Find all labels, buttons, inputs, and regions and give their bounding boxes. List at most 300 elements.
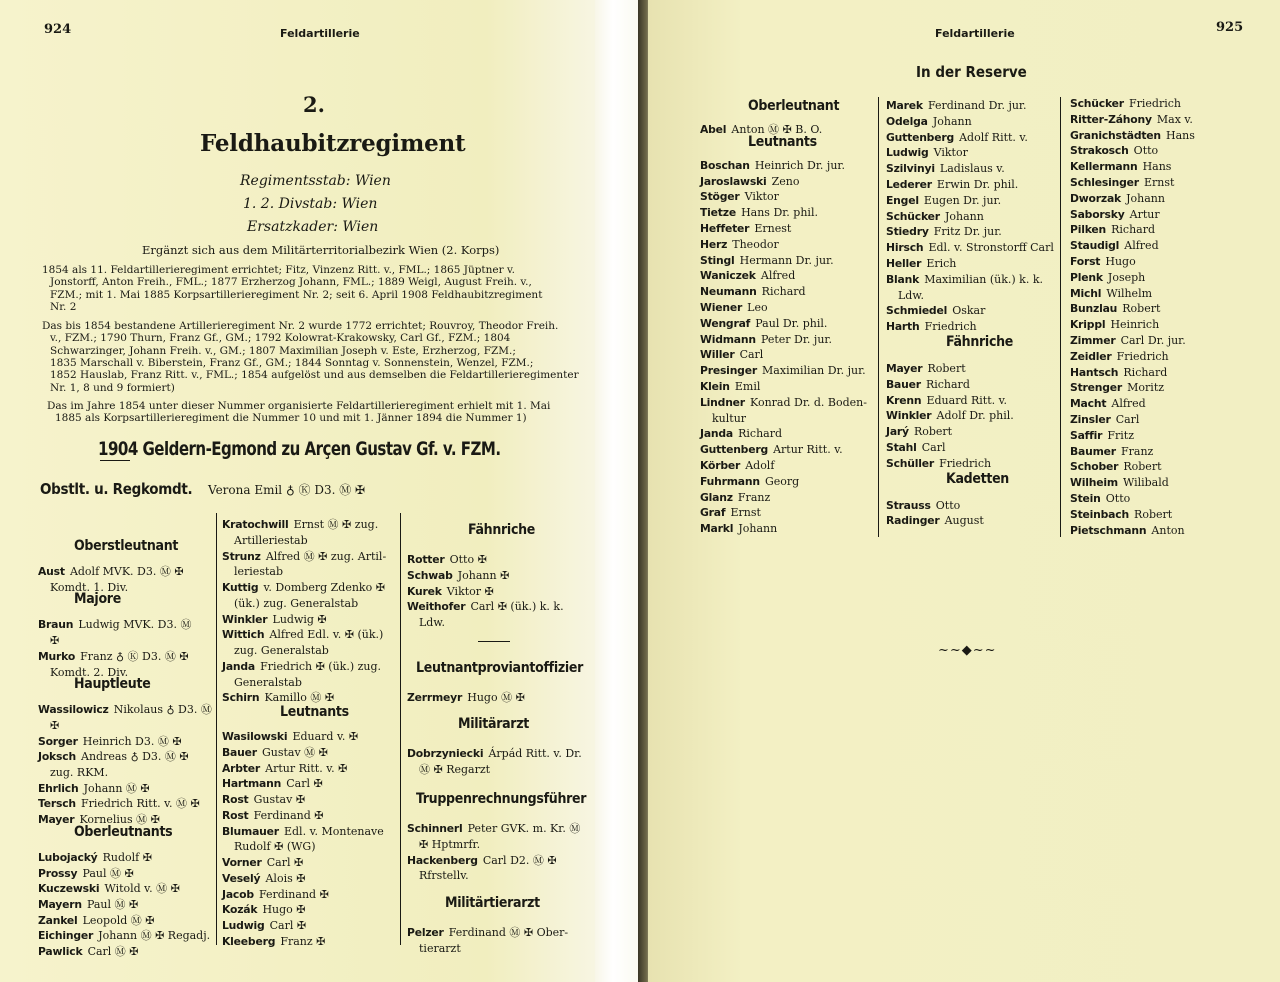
entry-details: Carl ✠	[269, 919, 307, 932]
entry-details: Johann	[738, 522, 778, 536]
entry-details: Leo	[747, 301, 768, 314]
entry-details: Robert	[1122, 302, 1161, 316]
entry-details: Fritz Dr. jur.	[933, 225, 1002, 239]
history-line: 1885 als Korpsartillerieregiment die Nummer 10 und mit 1. Jänner 1894 die Nummer 1)	[55, 412, 527, 425]
entry-details: Peter Dr. jur.	[760, 332, 832, 346]
right-page	[648, 0, 1280, 982]
entry-name: Lindner	[700, 395, 745, 409]
entry-details: Richard	[1111, 223, 1156, 237]
entry-name: Zinsler	[1070, 413, 1111, 426]
entry-name: Klein	[700, 380, 730, 393]
section-heading: Leutnants	[748, 133, 817, 150]
list-item	[886, 315, 977, 334]
entry-details: Robert	[913, 425, 953, 439]
entry-details: Erich	[926, 257, 957, 270]
history-line: 1854 als 11. Feldartillerieregiment errichtet; Fitz, Vinzenz Ritt. v., FML.; 1865 Jüptner v.	[42, 264, 516, 276]
entry-name: Bunzlau	[1070, 302, 1118, 316]
entry-name: Aust	[38, 565, 65, 578]
entry-details: Eduard Ritt. v.	[926, 393, 1008, 407]
entry-name: Pelzer	[407, 926, 444, 939]
entry-details: Hans	[1166, 128, 1195, 142]
entry-details: Carl	[1115, 413, 1140, 426]
entry-details: Hugo Ⓜ ✠	[467, 691, 525, 704]
entry-details: Rudolf ✠	[102, 850, 152, 864]
entry-name: Kuczewski	[38, 882, 100, 896]
staff-line-1: Regimentsstab: Wien	[240, 173, 391, 189]
running-head: Feldartillerie	[280, 27, 360, 40]
entry-name: Heller	[886, 257, 922, 270]
history-line: v., FZM.; 1790 Thurn, Franz Gf., GM.; 1792 Kolowrat-Krakowsky, Carl Gf., FZM.; 1804	[50, 332, 511, 345]
list-item	[419, 937, 461, 956]
entry-details: Zeno	[771, 174, 800, 188]
entry-details: Eugen Dr. jur.	[923, 193, 1002, 207]
entry-details: Friedrich	[939, 456, 992, 470]
entry-name: Eichinger	[38, 929, 94, 943]
supplement-text: Ergänzt sich aus dem Militärterritorialbezirk Wien (2. Korps)	[142, 243, 500, 257]
entry-details: ✠	[50, 634, 60, 648]
entry-details: Artur Ritt. v. ✠	[265, 761, 348, 775]
entry-name: Presinger	[700, 364, 757, 378]
entry-name: Lederer	[886, 178, 932, 191]
entry-name: Saborsky	[1070, 207, 1125, 221]
entry-details: Friedrich Ritt. v. Ⓜ ✠	[81, 797, 200, 811]
entry-details: Heinrich Dr. jur.	[754, 158, 845, 172]
entry-name: Wilheim	[1070, 476, 1118, 490]
entry-name: Mayer	[38, 813, 75, 827]
entry-details: Theodor	[732, 237, 779, 251]
entry-details: Nikolaus ♁ D3. Ⓜ	[113, 703, 212, 717]
list-item	[419, 611, 445, 630]
separator-rule	[478, 641, 510, 642]
history-line: FZM.; mit 1. Mai 1885 Korpsartillerieregiment Nr. 2; seit 6. April 1908 Feldhaubitzregiment	[50, 288, 543, 301]
entry-details: Richard	[1123, 365, 1168, 379]
entry-name: Hackenberg	[407, 853, 478, 867]
entry-name: Graf	[700, 506, 726, 520]
entry-details: Edl. v. Stronstorff Carl	[928, 241, 1054, 255]
entry-details: Eduard v. ✠	[292, 730, 359, 743]
entry-name: Zankel	[38, 913, 78, 927]
entry-name: Wittich	[222, 628, 265, 642]
entry-name: Ehrlich	[38, 781, 79, 795]
entry-details: Komdt. 1. Div.	[50, 580, 129, 594]
entry-details: Hugo	[1105, 255, 1136, 268]
entry-details: Alfred	[760, 269, 796, 283]
entry-name: Schober	[1070, 460, 1119, 474]
entry-name: Janda	[222, 659, 256, 673]
inhaber-line: 1904 Geldern-Egmond zu Arçen Gustav Gf. v. FZM.	[98, 438, 501, 460]
entry-name: Krenn	[886, 393, 922, 407]
entry-details: Joseph	[1107, 270, 1146, 284]
entry-details: Otto	[1133, 144, 1159, 158]
entry-name: Blumauer	[222, 824, 279, 838]
entry-name: Hantsch	[1070, 365, 1119, 379]
list-item	[419, 864, 469, 883]
inhaber-underline	[100, 460, 130, 461]
entry-details: Konrad Dr. d. Boden-	[750, 395, 867, 409]
entry-details: Carl D2. Ⓜ ✠	[482, 853, 557, 867]
entry-details: Carl ✠	[286, 777, 323, 791]
entry-name: Willer	[700, 348, 735, 362]
entry-details: Otto	[1105, 492, 1131, 505]
entry-details: Max v.	[1156, 112, 1193, 126]
list-item	[1070, 519, 1185, 538]
entry-details: Alfred Ⓜ ✠ zug. Artil-	[265, 549, 387, 563]
entry-details: v. Domberg Zdenko ✠	[263, 581, 385, 594]
entry-details: Viktor	[933, 146, 968, 160]
entry-details: Moritz	[1127, 381, 1165, 395]
gutter-highlight	[595, 0, 640, 982]
entry-name: Bauer	[222, 745, 257, 759]
left-page	[0, 0, 608, 982]
entry-name: Granichstädten	[1070, 128, 1161, 142]
entry-details: Komdt. 2. Div.	[50, 665, 129, 679]
entry-details: Heinrich D3. Ⓜ ✠	[82, 734, 182, 748]
entry-name: Saffir	[1070, 428, 1103, 442]
entry-details: Hans Dr. phil.	[741, 206, 818, 220]
entry-details: Johann	[1126, 191, 1165, 205]
entry-details: Robert	[927, 362, 966, 375]
entry-details: Carl ✠	[266, 856, 304, 869]
entry-details: Wilibald	[1122, 476, 1169, 490]
entry-details: Artur Ritt. v.	[773, 443, 843, 457]
entry-details: Kamillo Ⓜ ✠	[264, 691, 335, 705]
entry-name: Stöger	[700, 190, 740, 204]
entry-name: Zimmer	[1070, 334, 1116, 347]
entry-name: Janda	[700, 427, 734, 441]
history-line: Nr. 1, 8 und 9 formiert)	[50, 381, 175, 394]
entry-details: Ludwig MVK. D3. Ⓜ	[78, 618, 192, 632]
entry-details: Otto ✠	[449, 553, 487, 566]
entry-details: Johann	[944, 209, 984, 223]
entry-details: Ernst	[1143, 176, 1175, 189]
entry-name: Michl	[1070, 286, 1102, 300]
entry-name: Schücker	[886, 209, 940, 223]
entry-details: Ferdinand Ⓜ ✠ Ober-	[448, 926, 569, 939]
entry-details: Rudolf ✠ (WG)	[234, 840, 316, 854]
entry-name: Harth	[886, 320, 920, 334]
entry-details: Franz	[737, 490, 771, 504]
entry-name: Macht	[1070, 397, 1107, 411]
entry-details: Oskar	[952, 304, 986, 318]
entry-details: Franz ♁ Ⓚ D3. Ⓜ ✠	[80, 649, 189, 663]
entry-name: Schmiedel	[886, 304, 948, 318]
entry-name: Winkler	[222, 612, 268, 626]
entry-name: Markl	[700, 522, 734, 536]
entry-details: Alois ✠	[265, 871, 306, 885]
history-line: Schwarzinger, Johann Freih. v., GM.; 1807 Maximilian Joseph v. Este, Erzherzog, FZM.;	[50, 344, 516, 357]
entry-details: Ernst Ⓜ ✠ zug.	[293, 518, 379, 531]
entry-details: Richard	[738, 427, 783, 441]
entry-name: Ritter-Záhony	[1070, 112, 1152, 126]
entry-details: kultur	[712, 411, 747, 425]
entry-details: Hugo ✠	[262, 903, 306, 917]
entry-name: Herz	[700, 237, 728, 251]
entry-details: Leopold Ⓜ ✠	[82, 913, 155, 927]
commander-entry: Verona Emil ♁ Ⓚ D3. Ⓜ ✠	[208, 483, 366, 497]
section-heading: Militärtierarzt	[445, 895, 540, 911]
entry-details: zug. Generalstab	[234, 644, 329, 657]
entry-name: Jacob	[222, 887, 254, 901]
page-number: 924	[44, 22, 72, 37]
section-heading: Majore	[74, 591, 121, 608]
list-item	[700, 517, 777, 536]
list-item	[38, 940, 139, 959]
entry-details: Peter GVK. m. Kr. Ⓜ	[467, 822, 581, 835]
entry-name: Plenk	[1070, 270, 1103, 284]
entry-details: Emil	[734, 380, 761, 393]
entry-details: Adolf	[745, 459, 775, 472]
entry-details: Edl. v. Montenave	[283, 824, 384, 838]
commander-label: Obstlt. u. Regkomdt.	[40, 480, 193, 498]
entry-name: Pietschmann	[1070, 523, 1147, 537]
entry-details: Carl	[739, 348, 764, 362]
entry-details: Alfred Edl. v. ✠ (ük.)	[269, 628, 384, 642]
entry-details: Carl ✠ (ük.) k. k.	[470, 600, 564, 614]
entry-name: Kozák	[222, 903, 258, 917]
entry-name: Fuhrmann	[700, 474, 760, 488]
entry-name: Szilvinyi	[886, 162, 935, 176]
regiment-title: Feldhaubitzregiment	[200, 130, 466, 157]
entry-details: Franz ✠	[280, 934, 326, 948]
entry-details: Carl Ⓜ ✠	[87, 945, 139, 958]
section-heading: Oberstleutnant	[74, 538, 179, 554]
entry-details: Friedrich	[1116, 349, 1169, 363]
section-heading: Hauptleute	[74, 676, 151, 693]
entry-name: Bauer	[886, 377, 921, 391]
entry-details: Ⓜ ✠ Regarzt	[419, 762, 491, 776]
entry-name: Boschan	[700, 158, 750, 172]
section-heading: Truppenrechnungsführer	[416, 791, 587, 807]
entry-name: Kuttig	[222, 581, 259, 594]
entry-name: Lubojacký	[38, 850, 98, 864]
list-item	[38, 613, 191, 632]
entry-details: Gustav Ⓜ ✠	[261, 745, 328, 759]
entry-name: Marek	[886, 99, 923, 112]
entry-details: Anton Ⓜ ✠ B. O.	[731, 123, 823, 136]
entry-name: Dobrzyniecki	[407, 747, 484, 760]
entry-name: Weithofer	[407, 600, 466, 614]
entry-details: Richard	[925, 377, 970, 391]
entry-details: Franz	[1121, 444, 1154, 458]
list-item	[886, 509, 984, 528]
list-item	[222, 930, 325, 949]
entry-name: Radinger	[886, 514, 940, 528]
entry-name: Stein	[1070, 492, 1101, 505]
entry-name: Tietze	[700, 206, 736, 220]
entry-name: Kellermann	[1070, 160, 1138, 174]
entry-name: Steinbach	[1070, 507, 1129, 521]
entry-details: Anton	[1151, 523, 1185, 537]
entry-name: Wiener	[700, 301, 743, 314]
entry-name: Tersch	[38, 797, 76, 811]
entry-name: Jarý	[886, 425, 909, 439]
entry-details: Adolf MVK. D3. Ⓜ ✠	[69, 565, 184, 578]
entry-details: Artilleriestab	[234, 533, 308, 547]
entry-name: Körber	[700, 459, 741, 472]
section-heading: Oberleutnant	[748, 98, 840, 114]
entry-name: Zeidler	[1070, 349, 1112, 363]
entry-name: Kratochwill	[222, 518, 289, 531]
list-item	[222, 686, 334, 705]
history-line: 1852 Hauslab, Franz Ritt. v., FML.; 1854 aufgelöst und aus demselben die Feldartillerieregimenter	[50, 369, 579, 382]
entry-name: Zerrmeyr	[407, 691, 463, 704]
entry-details: Rfrstellv.	[419, 869, 469, 883]
entry-name: Krippl	[1070, 318, 1106, 332]
entry-details: Generalstab	[234, 675, 302, 689]
section-heading: Leutnantproviantoffizier	[416, 660, 584, 676]
entry-name: Schlesinger	[1070, 176, 1139, 189]
entry-name: Staudigl	[1070, 239, 1120, 253]
entry-details: Paul Ⓜ ✠	[82, 866, 134, 880]
column-divider-1	[216, 513, 217, 945]
entry-name: Rost	[222, 793, 249, 806]
entry-details: Ferdinand Dr. jur.	[927, 99, 1027, 112]
entry-details: ✠ Hptmrfr.	[419, 837, 481, 851]
section-title: In der Reserve	[916, 63, 1027, 81]
list-item	[886, 452, 991, 471]
entry-name: Hirsch	[886, 241, 924, 255]
entry-details: zug. RKM.	[50, 766, 109, 779]
entry-details: Carl Dr. jur.	[1120, 334, 1186, 347]
entry-name: Ludwig	[222, 919, 265, 932]
column-divider-2	[1060, 97, 1061, 537]
entry-name: Arbter	[222, 761, 261, 775]
entry-details: Johann	[932, 114, 972, 128]
staff-line-2: 1. 2. Divstab: Wien	[243, 196, 378, 212]
entry-name: Wasilowski	[222, 730, 288, 743]
entry-name: Strakosch	[1070, 144, 1129, 158]
entry-name: Mayer	[886, 362, 923, 375]
entry-name: Mayern	[38, 897, 82, 911]
entry-name: Baumer	[1070, 444, 1116, 458]
entry-name: Widmann	[700, 332, 756, 346]
entry-details: Ludwig ✠	[272, 612, 327, 626]
entry-name: Guttenberg	[700, 443, 768, 457]
entry-details: Georg	[764, 474, 800, 488]
entry-details: Adolf Dr. phil.	[936, 409, 1014, 423]
running-head: Feldartillerie	[935, 27, 1015, 40]
entry-details: Viktor	[744, 190, 779, 204]
entry-details: Ernst	[730, 506, 761, 520]
history-line: Das bis 1854 bestandene Artillerieregiment Nr. 2 wurde 1772 errichtet; Rouvroy, Theodor Freih.	[42, 320, 559, 332]
entry-details: Witold v. Ⓜ ✠	[104, 882, 180, 896]
entry-details: Friedrich ✠ (ük.) zug.	[260, 659, 382, 673]
entry-name: Blank	[886, 272, 920, 286]
section-heading: Militärarzt	[458, 716, 529, 732]
list-item	[38, 698, 212, 717]
entry-name: Kleeberg	[222, 934, 276, 948]
entry-details: August	[944, 514, 984, 528]
section-heading: Fähnriche	[468, 522, 536, 538]
entry-details: Erwin Dr. phil.	[936, 178, 1019, 191]
entry-details: Richard	[761, 285, 806, 299]
staff-line-3: Ersatzkader: Wien	[247, 219, 379, 235]
entry-name: Pilken	[1070, 223, 1107, 237]
entry-name: Forst	[1070, 255, 1101, 268]
column-divider-1	[878, 97, 879, 537]
entry-name: Veselý	[222, 871, 261, 885]
entry-name: Stiedry	[886, 225, 929, 239]
entry-name: Odelga	[886, 114, 928, 128]
entry-name: Hartmann	[222, 777, 282, 791]
entry-name: Rotter	[407, 553, 445, 566]
history-line: 1835 Marschall v. Biberstein, Franz Gf., GM.; 1844 Sonntag v. Sonnenstein, Wenzel, FZM.;	[50, 356, 534, 369]
entry-name: Abel	[700, 123, 727, 136]
entry-details: Ferdinand ✠	[253, 808, 324, 822]
entry-name: Schirn	[222, 691, 260, 705]
regiment-number: 2.	[303, 92, 325, 117]
entry-details: Friedrich	[1128, 97, 1181, 110]
entry-details: Robert	[1134, 507, 1173, 521]
entry-name: Glanz	[700, 490, 733, 504]
entry-details: Paul Dr. phil.	[755, 316, 828, 330]
history-line: Das im Jahre 1854 unter dieser Nummer organisierte Feldartillerieregiment erhielt mit 1. Mai	[47, 400, 551, 412]
entry-name: Neumann	[700, 285, 757, 299]
history-line: Nr. 2	[50, 300, 77, 313]
entry-details: Ldw.	[898, 288, 924, 302]
entry-details: Paul Ⓜ ✠	[86, 897, 139, 911]
entry-details: Wilhelm	[1106, 286, 1153, 300]
entry-details: Artur	[1129, 207, 1160, 221]
entry-details: Árpád Ritt. v. Dr.	[488, 747, 582, 760]
entry-details: Johann ✠	[457, 568, 510, 582]
entry-details: Otto	[935, 498, 961, 512]
entry-name: Rost	[222, 808, 249, 822]
entry-details: Maximilian (ük.) k. k.	[924, 272, 1044, 286]
entry-details: Ldw.	[419, 616, 445, 630]
entry-name: Waniczek	[700, 269, 756, 283]
entry-details: Johann Ⓜ ✠	[83, 781, 150, 795]
entry-details: Hans	[1142, 160, 1172, 174]
entry-details: Maximilian Dr. jur.	[762, 364, 866, 378]
entry-name: Braun	[38, 618, 74, 632]
entry-details: Heinrich	[1110, 318, 1160, 332]
entry-details: Ferdinand ✠	[258, 887, 329, 901]
entry-name: Schücker	[1070, 97, 1124, 110]
list-item	[419, 758, 490, 777]
entry-details: Kornelius Ⓜ ✠	[79, 813, 160, 827]
entry-name: Strunz	[222, 549, 261, 563]
entry-name: Wengraf	[700, 316, 751, 330]
entry-name: Kurek	[407, 584, 442, 598]
entry-name: Heffeter	[700, 222, 750, 235]
entry-name: Winkler	[886, 409, 932, 423]
entry-details: ✠	[50, 718, 60, 732]
entry-name: Strauss	[886, 498, 931, 512]
entry-details: Robert	[1123, 460, 1162, 474]
entry-details: Adolf Ritt. v.	[959, 130, 1028, 144]
entry-name: Jaroslawski	[700, 174, 767, 188]
entry-name: Pawlick	[38, 945, 83, 958]
entry-name: Wassilowicz	[38, 703, 109, 717]
entry-name: Guttenberg	[886, 130, 954, 144]
section-heading: Leutnants	[280, 704, 349, 720]
entry-name: Strenger	[1070, 381, 1123, 395]
column-divider-2	[400, 513, 401, 945]
entry-details: tierarzt	[419, 941, 461, 955]
entry-name: Schinnerl	[407, 822, 463, 835]
entry-name: Schwab	[407, 568, 453, 582]
entry-name: Vorner	[222, 856, 262, 869]
section-heading: Kadetten	[946, 470, 1009, 487]
entry-details: Fritz	[1107, 428, 1135, 442]
entry-details: Gustav ✠	[253, 793, 306, 806]
entry-details: Carl	[921, 441, 946, 454]
entry-name: Stahl	[886, 441, 917, 454]
entry-name: Sorger	[38, 734, 78, 748]
list-item	[407, 686, 525, 705]
entry-name: Prossy	[38, 866, 78, 880]
